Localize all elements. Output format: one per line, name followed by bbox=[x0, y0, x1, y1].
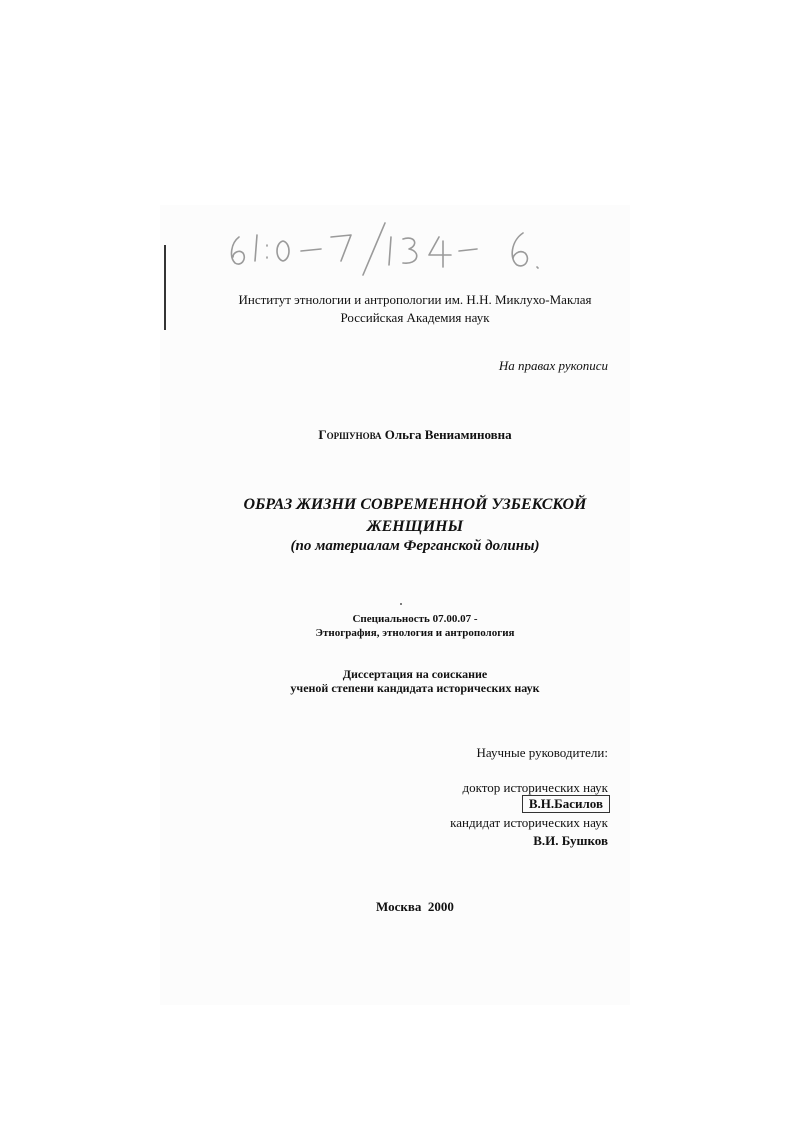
dissertation-line-1: Диссертация на соискание bbox=[342, 667, 488, 681]
rights-note: На правах рукописи bbox=[498, 358, 608, 373]
specialty-code: Специальность 07.00.07 - bbox=[352, 613, 478, 625]
dissertation-line-2: ученой степени кандидата исторических наук bbox=[290, 681, 540, 695]
speck bbox=[400, 603, 402, 605]
advisor-2-name: В.И. Бушков bbox=[533, 833, 608, 848]
advisors-heading: Научные руководители: bbox=[476, 745, 608, 760]
thesis-title bbox=[200, 494, 630, 538]
specialty-name: Этнография, этнология и антропология bbox=[315, 627, 515, 639]
handwritten-note-drawing bbox=[225, 215, 555, 280]
author-block bbox=[200, 427, 630, 443]
author-surname: Горшунова bbox=[318, 427, 382, 442]
advisor-2-degree: кандидат исторических наук bbox=[450, 815, 608, 830]
advisor-1-name: В.Н.Басилов bbox=[522, 795, 610, 813]
dissertation-block bbox=[200, 667, 630, 695]
institute-name: Институт этнологии и антропологии им. Н.Н. Миклухо-Маклая bbox=[238, 292, 592, 307]
author-given-name: Ольга Вениаминовна bbox=[384, 427, 512, 442]
city-year: Москва 2000 bbox=[376, 899, 454, 914]
handwritten-note bbox=[225, 215, 555, 280]
advisor-1-degree: доктор исторических наук bbox=[462, 780, 608, 795]
title-line-2: ЖЕНЩИНЫ bbox=[366, 518, 464, 535]
title-line-1: ОБРАЗ ЖИЗНИ СОВРЕМЕННОЙ УЗБЕКСКОЙ bbox=[243, 496, 587, 513]
academy-name: Российская Академия наук bbox=[340, 310, 490, 325]
thesis-subtitle: (по материалам Ферганской долины) bbox=[290, 538, 540, 554]
institute-block bbox=[200, 291, 630, 327]
specialty-block bbox=[200, 612, 630, 640]
margin-line bbox=[164, 245, 166, 330]
